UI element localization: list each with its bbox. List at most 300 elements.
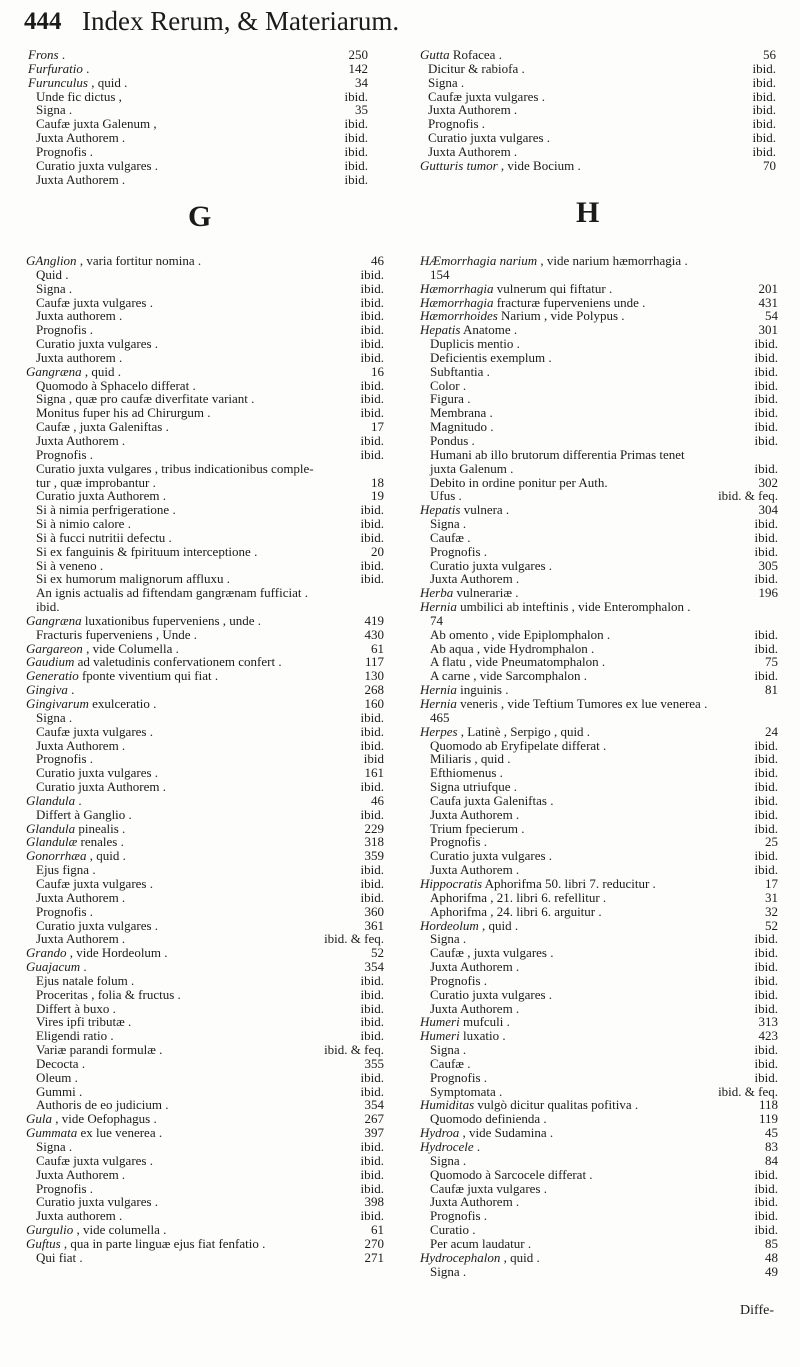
entry-text xyxy=(26,392,254,406)
index-entry xyxy=(26,586,384,600)
entry-description: Curatio juxta Authorem . xyxy=(36,488,166,504)
entry-term: Gingivarum xyxy=(26,696,89,711)
entry-term: Hernia xyxy=(420,696,457,711)
entry-text xyxy=(26,462,314,476)
page-reference: ibid. xyxy=(754,1222,778,1238)
page-reference: 25 xyxy=(765,834,778,850)
entry-text xyxy=(420,62,525,76)
page-reference: 430 xyxy=(364,626,384,642)
entry-description: Rofacea . xyxy=(452,47,502,62)
page-reference: 267 xyxy=(364,1111,384,1127)
entry-text xyxy=(420,379,466,393)
entry-text xyxy=(26,808,132,822)
page-reference: ibid. xyxy=(360,1028,384,1044)
entry-text xyxy=(420,822,524,836)
entry-description: . xyxy=(83,959,87,975)
page-reference: ibid. xyxy=(754,1180,778,1196)
page-reference: 360 xyxy=(364,903,384,919)
entry-text xyxy=(26,960,87,974)
entry-text xyxy=(26,434,125,448)
entry-text xyxy=(26,351,122,365)
page-reference: ibid. xyxy=(360,1069,384,1085)
index-entry xyxy=(420,1168,778,1182)
entry-text xyxy=(26,932,125,946)
entry-description: Curatio juxta vulgares . xyxy=(36,336,159,352)
entry-description: A carne , vide Sarcomphalon . xyxy=(430,668,588,684)
page-reference: 268 xyxy=(364,682,384,698)
entry-term: Gangræna xyxy=(26,612,82,628)
index-entry xyxy=(420,683,778,697)
entry-text xyxy=(420,103,517,117)
entry-text xyxy=(28,173,125,187)
entry-description: Signa . xyxy=(36,280,73,296)
index-entry xyxy=(420,739,778,753)
entry-description: Juxta Authorem . xyxy=(36,432,126,448)
entry-text xyxy=(420,1265,466,1279)
index-entry xyxy=(420,725,778,739)
entry-text xyxy=(420,586,519,600)
entry-text xyxy=(420,1098,638,1112)
index-entry xyxy=(26,919,384,933)
index-entry xyxy=(420,351,778,365)
index-entry xyxy=(420,614,778,628)
index-entry xyxy=(28,159,368,173)
page-title: Index Rerum, & Materiarum. xyxy=(82,6,400,36)
entry-description: , quid . xyxy=(89,848,126,864)
index-entry xyxy=(420,1002,778,1016)
index-entry xyxy=(420,434,778,448)
entry-text xyxy=(26,683,74,697)
index-entry xyxy=(26,725,384,739)
page-reference: 18 xyxy=(371,474,384,490)
index-entry xyxy=(26,559,384,573)
entry-text xyxy=(26,946,168,960)
index-entry xyxy=(28,173,368,187)
page-reference: ibid. xyxy=(752,88,776,104)
page-reference: ibid. xyxy=(754,1069,778,1085)
entry-term: Hæmorrhoides xyxy=(420,308,498,324)
entry-description: Quomodo à Sphacelo differat . xyxy=(36,377,196,393)
entry-description: Curatio juxta vulgares . xyxy=(36,917,159,933)
index-entry xyxy=(420,794,778,808)
entry-description: vulnerum qui fiftatur . xyxy=(496,280,613,296)
entry-text xyxy=(26,739,125,753)
entry-term: Humiditas xyxy=(420,1097,475,1113)
index-entry xyxy=(420,628,778,642)
page-reference: 16 xyxy=(371,363,384,379)
index-entry xyxy=(26,503,384,517)
page-reference: ibid. xyxy=(344,171,368,187)
index-entry xyxy=(420,1098,778,1112)
catchword: Diffe- xyxy=(740,1303,774,1318)
entry-text xyxy=(420,905,602,919)
page-reference: ibid. xyxy=(360,349,384,365)
entry-description: , quid . xyxy=(482,917,519,933)
entry-text xyxy=(420,1015,510,1029)
entry-description: , Latinè , Serpigo , quid . xyxy=(460,723,591,739)
index-entry xyxy=(26,1085,384,1099)
entry-term: Herpes xyxy=(420,723,458,739)
page-reference: 229 xyxy=(364,820,384,836)
entry-text xyxy=(420,932,466,946)
entry-text xyxy=(26,1029,114,1043)
page-reference: ibid xyxy=(363,751,384,767)
index-entry xyxy=(420,752,778,766)
entry-description: Curatio juxta vulgares . xyxy=(36,765,159,781)
entry-text xyxy=(420,1043,466,1057)
entry-text xyxy=(420,835,487,849)
page-reference: 117 xyxy=(364,654,384,670)
page-reference: 52 xyxy=(765,917,778,933)
page-reference: 354 xyxy=(364,959,384,975)
entry-term: Glandula xyxy=(26,820,76,836)
entry-description: , vide Bocium . xyxy=(500,157,581,173)
index-entry xyxy=(420,406,778,420)
index-entry xyxy=(28,117,368,131)
entry-text xyxy=(26,1098,169,1112)
entry-term: Hernia xyxy=(420,599,457,615)
index-entry xyxy=(420,420,778,434)
entry-text xyxy=(420,1140,480,1154)
entry-text xyxy=(26,337,158,351)
entry-text xyxy=(420,1209,487,1223)
entry-description: vulnerariæ . xyxy=(456,585,519,601)
entry-description: Signa . xyxy=(36,102,73,118)
index-entry xyxy=(420,62,776,76)
entry-description: Symptomata . xyxy=(430,1083,503,1099)
entry-description: Quid . xyxy=(36,266,69,282)
index-entry xyxy=(420,808,778,822)
entry-description: Dicitur & rabiofa . xyxy=(428,60,525,76)
page-reference: ibid. xyxy=(360,709,384,725)
entry-text xyxy=(26,531,172,545)
entry-text xyxy=(26,448,93,462)
page-reference: ibid. xyxy=(344,143,368,159)
index-entry xyxy=(26,642,384,656)
entry-text xyxy=(420,725,590,739)
entry-description: Prognofis . xyxy=(36,446,94,462)
page-reference: ibid. xyxy=(360,889,384,905)
entry-description: Juxta Authorem . xyxy=(428,102,518,118)
entry-text xyxy=(420,145,517,159)
entry-text xyxy=(26,1043,162,1057)
entry-text xyxy=(26,669,218,683)
index-entry xyxy=(420,1015,778,1029)
entry-description: Caufæ , juxta Galeniftas . xyxy=(36,419,169,435)
index-entry xyxy=(420,1251,778,1265)
entry-term: Humeri xyxy=(420,1014,460,1030)
entry-term: Hepatis xyxy=(420,322,461,338)
entry-description: Juxta Authorem . xyxy=(36,130,126,146)
entry-text xyxy=(420,1112,547,1126)
page-reference: 46 xyxy=(371,792,384,808)
page-reference: 17 xyxy=(765,875,778,891)
entry-text xyxy=(26,489,166,503)
entry-description: Juxta Authorem . xyxy=(430,806,520,822)
index-entry xyxy=(26,891,384,905)
entry-term: Gurgulio xyxy=(26,1222,74,1238)
entry-description: Juxta Authorem . xyxy=(430,862,520,878)
page-reference: 19 xyxy=(371,488,384,504)
entry-text xyxy=(26,752,93,766)
index-entry xyxy=(420,1265,778,1279)
index-entry xyxy=(26,835,384,849)
page-reference: 34 xyxy=(355,74,368,90)
entry-description: Figura . xyxy=(430,391,471,407)
entry-description: Caufæ . xyxy=(430,529,471,545)
index-entry xyxy=(28,131,368,145)
entry-description: Juxta Authorem . xyxy=(36,931,126,947)
page-reference: ibid. xyxy=(360,322,384,338)
entry-description: Prognofis . xyxy=(430,1069,488,1085)
entry-term: Gummata xyxy=(26,1125,78,1141)
page-reference: 302 xyxy=(758,474,778,490)
entry-text xyxy=(28,48,65,62)
entry-description: juxta Galenum . xyxy=(430,460,514,476)
page-reference: ibid. xyxy=(360,1180,384,1196)
index-entry xyxy=(420,131,776,145)
top-right-entries xyxy=(420,48,776,173)
page-reference: ibid. xyxy=(754,405,778,421)
entry-description: . xyxy=(476,1139,481,1154)
index-entry xyxy=(420,337,778,351)
entry-description: vulnera . xyxy=(463,502,510,518)
page-reference: ibid. xyxy=(752,60,776,76)
entry-text xyxy=(26,655,282,669)
entry-description: , vide Sudamina . xyxy=(462,1125,554,1141)
index-entry xyxy=(26,1029,384,1043)
page-reference: ibid. xyxy=(360,875,384,891)
page-reference: ibid. xyxy=(754,543,778,559)
entry-description: pinealis . xyxy=(78,820,126,836)
entry-term: Gargareon xyxy=(26,640,83,656)
entry-description: Aphorifma , 24. libri 6. arguitur . xyxy=(430,903,602,919)
index-entry xyxy=(420,379,778,393)
page-reference: ibid. xyxy=(360,502,384,518)
entry-text xyxy=(420,711,450,725)
page-reference: ibid. xyxy=(360,446,384,462)
entry-description: Juxta Authorem . xyxy=(430,1194,520,1210)
top-left-entries xyxy=(28,48,368,186)
entry-text xyxy=(420,863,519,877)
page-reference: 271 xyxy=(364,1249,384,1265)
index-entry xyxy=(26,572,384,586)
entry-term: Grando xyxy=(26,945,67,961)
index-entry xyxy=(26,600,384,614)
page-header xyxy=(0,0,800,40)
page-reference: 17 xyxy=(371,419,384,435)
page-reference: ibid. xyxy=(754,336,778,352)
index-entry xyxy=(420,863,778,877)
entry-text xyxy=(420,683,509,697)
page-reference: 304 xyxy=(758,502,778,518)
entry-text xyxy=(26,1182,93,1196)
index-entry xyxy=(26,268,384,282)
page-reference: 70 xyxy=(763,157,776,173)
entry-description: Aphorifma , 21. libri 6. refellitur . xyxy=(430,889,607,905)
page-reference: ibid. xyxy=(360,336,384,352)
page-reference: 160 xyxy=(364,696,384,711)
entry-description: Eligendi ratio . xyxy=(36,1028,114,1044)
page-reference: ibid. xyxy=(754,1166,778,1182)
page-reference: ibid. & feq. xyxy=(718,488,778,504)
entry-text xyxy=(420,655,605,669)
entry-term: Gutturis tumor xyxy=(420,157,498,173)
index-entry xyxy=(26,282,384,296)
page-reference: ibid. xyxy=(360,294,384,310)
index-entry xyxy=(26,752,384,766)
index-entry xyxy=(420,822,778,836)
page-reference: ibid. xyxy=(360,571,384,587)
page-reference: ibid. xyxy=(754,419,778,435)
index-entry xyxy=(26,905,384,919)
page-reference: ibid. xyxy=(754,363,778,379)
index-entry xyxy=(26,420,384,434)
entry-description: Caufæ . xyxy=(430,1055,471,1071)
page-reference: 318 xyxy=(364,834,384,850)
entry-text xyxy=(28,76,127,90)
entry-text xyxy=(26,296,153,310)
entry-description: Differt à Ganglio . xyxy=(36,806,132,822)
entry-description: Prognofis . xyxy=(430,1208,488,1224)
index-entry xyxy=(26,683,384,697)
index-entry xyxy=(420,919,778,933)
entry-text xyxy=(26,254,201,268)
page-reference: 84 xyxy=(765,1152,778,1168)
entry-description: Gummi . xyxy=(36,1083,83,1099)
entry-description: Ejus figna . xyxy=(36,862,96,878)
entry-text xyxy=(26,1071,78,1085)
entry-text xyxy=(26,891,125,905)
entry-text xyxy=(420,309,625,323)
entry-description: Si à veneno . xyxy=(36,557,104,573)
page-reference: ibid. & feq. xyxy=(324,1042,384,1058)
entry-term: HÆmorrhagia narium xyxy=(420,253,538,268)
page-reference: 196 xyxy=(758,585,778,601)
index-entry xyxy=(420,531,778,545)
index-entry xyxy=(420,448,778,462)
index-entry xyxy=(420,946,778,960)
index-entry xyxy=(26,1057,384,1071)
index-entry xyxy=(26,296,384,310)
index-entry xyxy=(420,309,778,323)
entry-description: Caufæ juxta vulgares . xyxy=(36,875,153,891)
entry-description: , varia fortitur nomina . xyxy=(79,253,202,268)
page-reference: 46 xyxy=(371,253,384,268)
page-reference: 397 xyxy=(364,1125,384,1141)
page-reference: ibid. xyxy=(360,405,384,421)
entry-text xyxy=(420,946,553,960)
page-reference: ibid. xyxy=(360,391,384,407)
index-entry xyxy=(420,1043,778,1057)
entry-description: Humani ab illo brutorum differentia Primas tenet xyxy=(430,446,685,462)
index-entry xyxy=(28,103,368,117)
entry-text xyxy=(420,517,466,531)
entry-description: Decocta . xyxy=(36,1055,86,1071)
entry-text xyxy=(28,159,158,173)
entry-text xyxy=(420,1126,553,1140)
entry-text xyxy=(420,489,462,503)
page-reference: ibid. xyxy=(754,848,778,864)
entry-term: Herba xyxy=(420,585,454,601)
entry-description: Si ex humorum malignorum affluxu . xyxy=(36,571,231,587)
page-reference: 52 xyxy=(371,945,384,961)
entry-text xyxy=(26,545,257,559)
page-reference: ibid. xyxy=(754,460,778,476)
page-reference: ibid. xyxy=(754,779,778,795)
entry-text xyxy=(420,1182,547,1196)
entry-description: ex lue venerea . xyxy=(80,1125,163,1141)
entry-text xyxy=(28,145,93,159)
entry-text xyxy=(26,268,69,282)
entry-text xyxy=(26,780,166,794)
entry-description: Magnitudo . xyxy=(430,419,494,435)
page-reference: 85 xyxy=(765,1235,778,1251)
page-reference: ibid. xyxy=(360,308,384,324)
entry-description: Caufæ juxta vulgares . xyxy=(428,88,545,104)
entry-text xyxy=(28,90,122,104)
entry-description: Caufæ juxta Galenum , xyxy=(36,116,157,132)
page-reference: ibid. xyxy=(360,972,384,988)
entry-text xyxy=(26,406,211,420)
entry-description: Signa . xyxy=(428,74,465,90)
page-reference: ibid. xyxy=(754,571,778,587)
index-entry xyxy=(26,1098,384,1112)
page-reference: ibid. xyxy=(344,88,368,104)
page-reference: ibid. xyxy=(360,737,384,753)
page-reference: ibid. xyxy=(752,143,776,159)
entry-description: veneris , vide Teftium Tumores ex lue venerea . xyxy=(460,696,708,711)
index-entry xyxy=(26,1043,384,1057)
entry-text xyxy=(420,90,545,104)
page-reference: ibid. xyxy=(360,516,384,532)
index-entry xyxy=(420,974,778,988)
page-reference: ibid. xyxy=(754,959,778,975)
page-reference: 361 xyxy=(364,917,384,933)
index-entry xyxy=(28,76,368,90)
index-entry xyxy=(420,1126,778,1140)
index-entry xyxy=(26,946,384,960)
entry-description: , quid . xyxy=(503,1249,540,1265)
entry-description: Juxta Authorem . xyxy=(430,959,520,975)
index-entry xyxy=(26,1223,384,1237)
page-reference: ibid. xyxy=(360,1083,384,1099)
entry-term: Gaudium xyxy=(26,654,75,670)
page-reference: 32 xyxy=(765,903,778,919)
page-reference: ibid. xyxy=(360,1000,384,1016)
page-reference: 54 xyxy=(765,308,778,324)
entry-text xyxy=(420,76,464,90)
page-reference: ibid. xyxy=(754,391,778,407)
index-entry xyxy=(420,988,778,1002)
section-letter-h: H xyxy=(576,196,600,229)
page-reference: 142 xyxy=(348,60,368,76)
entry-description: Si à nimia perfrigeratione . xyxy=(36,502,176,518)
entry-text xyxy=(26,988,181,1002)
entry-term: Hydrocephalon xyxy=(420,1249,501,1265)
page-reference: 56 xyxy=(763,47,776,62)
entry-description: Curatio juxta vulgares . xyxy=(430,848,553,864)
index-entry xyxy=(26,1112,384,1126)
entry-text xyxy=(26,1195,158,1209)
entry-description: Signa , quæ pro caufæ diverfitate variant . xyxy=(36,391,255,407)
entry-description: , vide narium hæmorrhagia . xyxy=(540,253,688,268)
entry-text xyxy=(420,48,502,62)
entry-description: Caufa juxta Galeniftas . xyxy=(430,792,554,808)
index-entry xyxy=(26,1168,384,1182)
index-entry xyxy=(420,489,778,503)
entry-description: Signa . xyxy=(430,931,467,947)
